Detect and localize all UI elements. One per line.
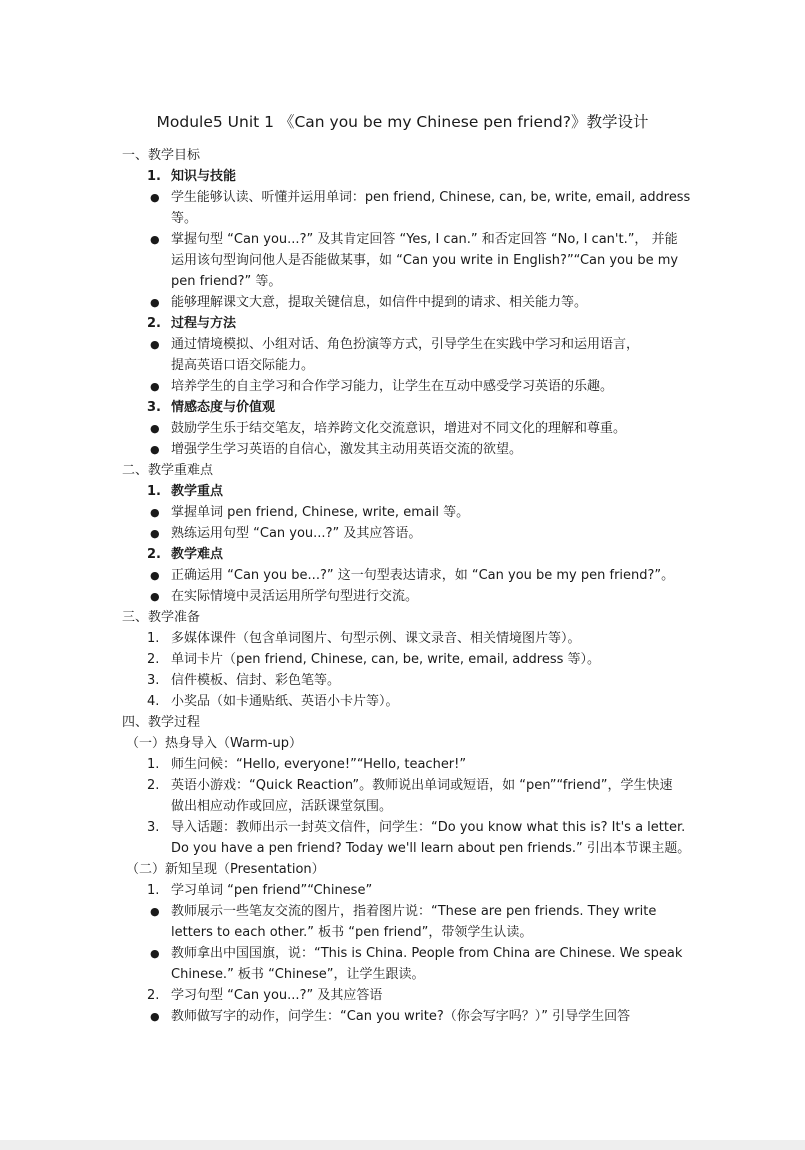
numbered-continuation: Do you have a pen friend? Today we'll learn about pen friends.” 引出本节课主题。: [171, 841, 691, 856]
bullet-item: ● 能够理解课文大意，提取关键信息，如信件中提到的请求、相关能力等。: [0, 292, 805, 313]
bullet-icon: ●: [150, 422, 160, 435]
bullet-continuation: Chinese.” 板书 “Chinese”，让学生跟读。: [171, 967, 425, 982]
bullet-icon: ●: [150, 338, 160, 351]
section-heading: 一、教学目标: [122, 148, 201, 163]
subsection-heading: （一）热身导入（Warm-up）: [126, 736, 302, 751]
bullet-continuation: letters to each other.” 板书 “pen friend”，带领学生认读。: [171, 925, 533, 940]
bullet-item: ● 鼓励学生乐于结交笔友，培养跨文化交流意识，增进对不同文化的理解和尊重。: [0, 418, 805, 439]
section-heading: 二、教学重难点: [122, 463, 214, 478]
bullet-item: ● 增强学生学习英语的自信心，激发其主动用英语交流的欲望。: [0, 439, 805, 460]
bullet-icon: ●: [150, 905, 160, 918]
bullet-item: ● 在实际情境中灵活运用所学句型进行交流。: [0, 586, 805, 607]
bullet-icon: ●: [150, 443, 160, 456]
bullet-item: ● 教师做写字的动作，问学生：“Can you write?（你会写字吗？）” 引导学生回答: [0, 1006, 805, 1027]
bullet-icon: ●: [150, 1010, 160, 1023]
bullet-item: ● 掌握句型 “Can you...?” 及其肯定回答 “Yes, I can.” 和否定回答 “No, I can't.”， 并能: [0, 229, 805, 250]
numbered-item: 3. 导入话题：教师出示一封英文信件，问学生：“Do you know what this is? It's a letter.: [147, 820, 686, 835]
bullet-icon: ●: [150, 191, 160, 204]
bullet-item: ● 培养学生的自主学习和合作学习能力，让学生在互动中感受学习英语的乐趣。: [0, 376, 805, 397]
bullet-icon: ●: [150, 590, 160, 603]
bullet-icon: ●: [150, 233, 160, 246]
numbered-item: 4. 小奖品（如卡通贴纸、英语小卡片等）。: [147, 694, 399, 709]
section-heading: 四、教学过程: [122, 715, 201, 730]
bullet-item: ● 正确运用 “Can you be...?” 这一句型表达请求，如 “Can you be my pen friend?”。: [0, 565, 805, 586]
bullet-continuation: 运用该句型询问他人是否能做某事，如 “Can you write in English?”“Can you be my: [171, 253, 679, 268]
numbered-continuation: 做出相应动作或回应，活跃课堂氛围。: [171, 799, 393, 814]
subheading: 3. 情感态度与价值观: [147, 400, 276, 415]
bullet-icon: ●: [150, 506, 160, 519]
bullet-continuation: pen friend?” 等。: [171, 274, 282, 289]
bullet-item: ● 学生能够认读、听懂并运用单词：pen friend, Chinese, can, be, write, email, address: [0, 187, 805, 208]
bullet-icon: ●: [150, 380, 160, 393]
bullet-item: ● 通过情境模拟、小组对话、角色扮演等方式，引导学生在实践中学习和运用语言，: [0, 334, 805, 355]
section-heading: 三、教学准备: [122, 610, 201, 625]
bullet-item: ● 教师展示一些笔友交流的图片，指着图片说：“These are pen friends. They write: [0, 901, 805, 922]
bullet-continuation: 提高英语口语交际能力。: [171, 358, 315, 373]
subheading: 2. 过程与方法: [147, 316, 237, 331]
subheading: 1. 教学重点: [147, 484, 224, 499]
numbered-item: 1. 多媒体课件（包含单词图片、句型示例、课文录音、相关情境图片等）。: [147, 631, 581, 646]
subheading: 1. 知识与技能: [147, 169, 237, 184]
document-title: Module5 Unit 1 《Can you be my Chinese pen friend?》教学设计: [156, 113, 649, 131]
numbered-item: 3. 信件模板、信封、彩色笔等。: [147, 673, 341, 688]
bullet-item: ● 掌握单词 pen friend, Chinese, write, email 等。: [0, 502, 805, 523]
numbered-item: 2. 单词卡片（pen friend, Chinese, can, be, write, email, address 等）。: [147, 652, 601, 667]
bullet-continuation: 等。: [171, 211, 198, 226]
bullet-icon: ●: [150, 569, 160, 582]
numbered-item: 2. 英语小游戏：“Quick Reaction”。教师说出单词或短语，如 “pen”“friend”，学生快速: [147, 778, 673, 793]
subheading: 2. 教学难点: [147, 547, 224, 562]
page-bottom-edge: [0, 1140, 805, 1150]
numbered-item: 2. 学习句型 “Can you...?” 及其应答语: [147, 988, 383, 1003]
bullet-item: ● 熟练运用句型 “Can you...?” 及其应答语。: [0, 523, 805, 544]
bullet-icon: ●: [150, 527, 160, 540]
bullet-item: ● 教师拿出中国国旗，说：“This is China. People from China are Chinese. We speak: [0, 943, 805, 964]
numbered-item: 1. 学习单词 “pen friend”“Chinese”: [147, 883, 373, 898]
bullet-icon: ●: [150, 296, 160, 309]
numbered-item: 1. 师生问候：“Hello, everyone!”“Hello, teacher!”: [147, 757, 467, 772]
bullet-icon: ●: [150, 947, 160, 960]
subsection-heading: （二）新知呈现（Presentation）: [126, 862, 325, 877]
document-body: [0, 145, 805, 1027]
